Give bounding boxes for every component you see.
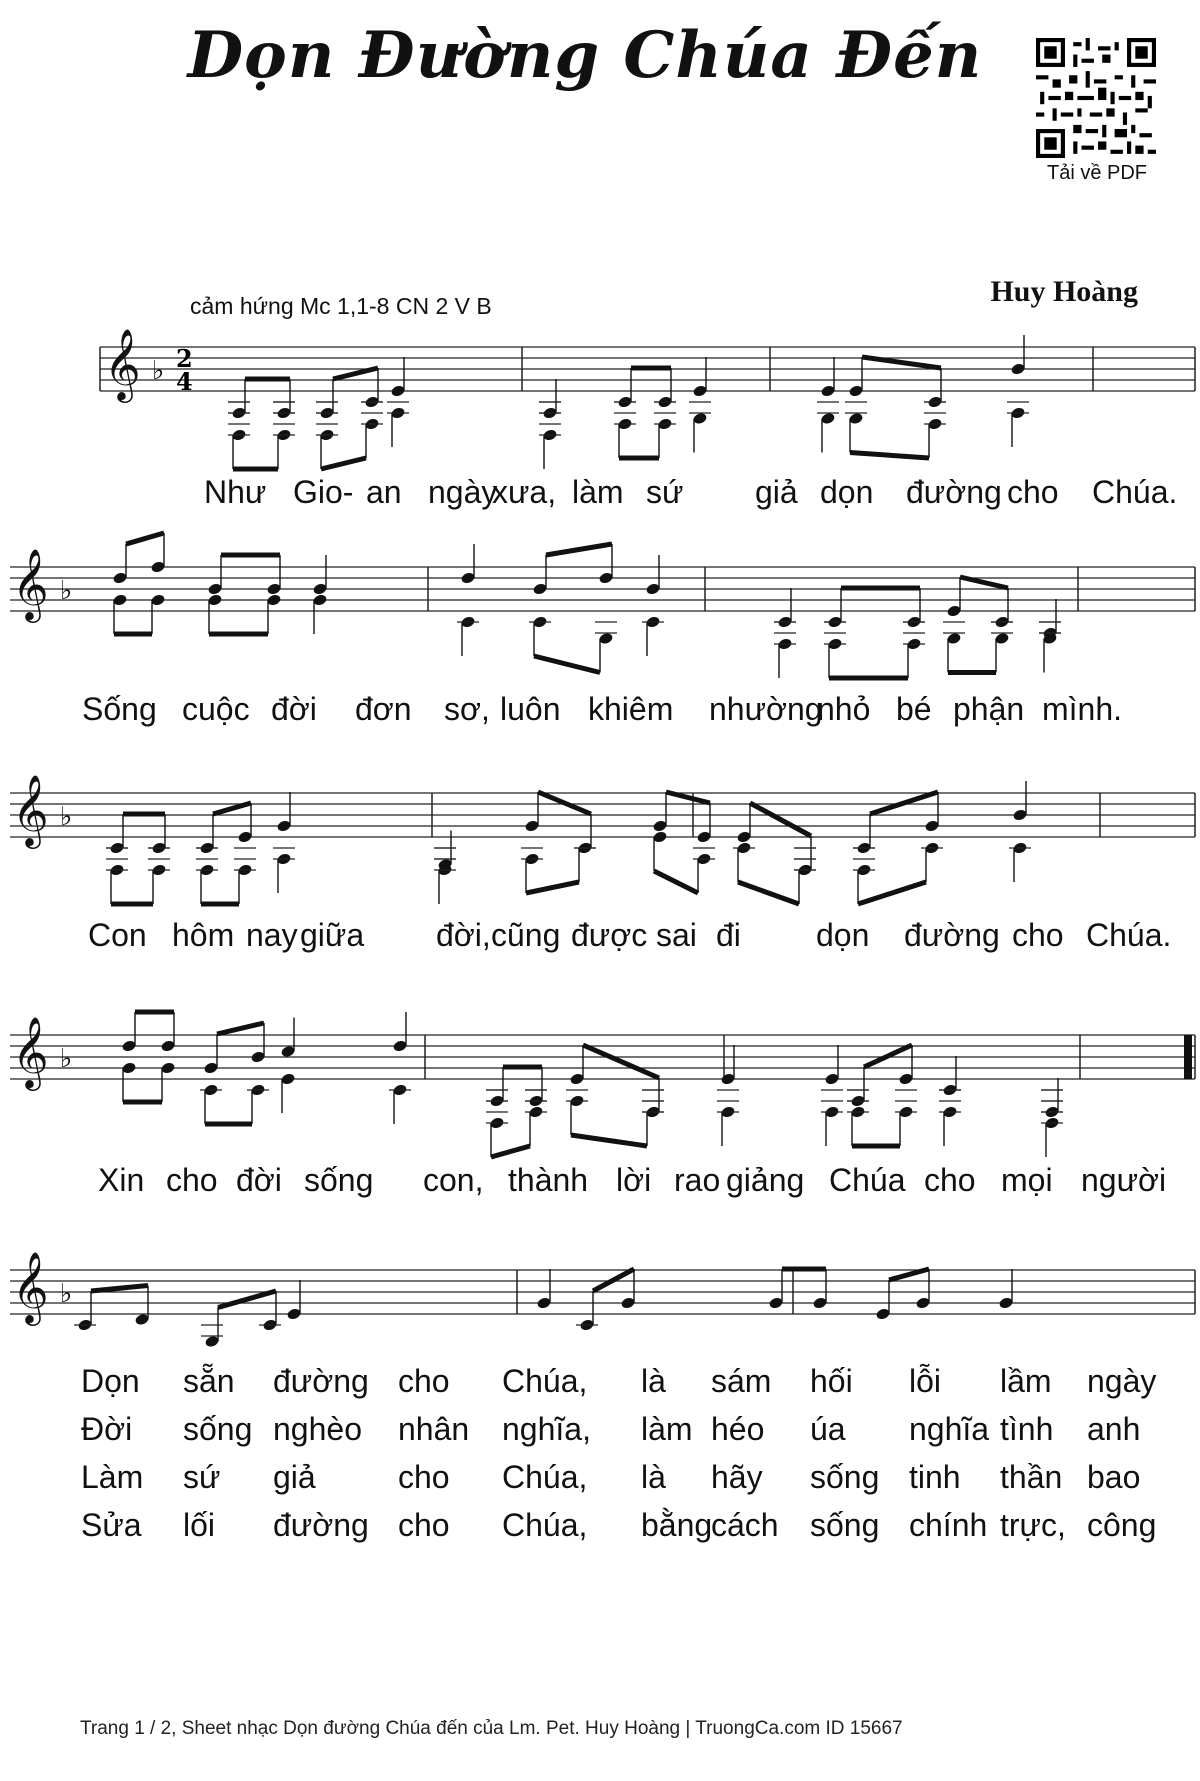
lyric-syllable: công bbox=[1087, 1507, 1157, 1543]
lyric-syllable: đời bbox=[236, 1162, 282, 1198]
lyric-syllable: xưa, bbox=[492, 474, 557, 510]
lyric-syllable: ngày bbox=[1087, 1363, 1157, 1399]
lyric-syllable: khiêm bbox=[588, 691, 674, 727]
lyric-syllable: cho bbox=[166, 1162, 218, 1198]
time-signature-top: 2 bbox=[176, 344, 193, 373]
lyric-syllable: luôn bbox=[500, 691, 561, 727]
lyric-syllable: cho bbox=[924, 1162, 976, 1198]
note-beam bbox=[546, 544, 612, 555]
lyric-syllable: cũng bbox=[491, 917, 561, 953]
lyric-syllable: Như bbox=[204, 474, 267, 510]
lyric-syllable: héo bbox=[711, 1411, 765, 1447]
lyric-syllable: cho bbox=[398, 1363, 450, 1399]
lyric-syllable: Sống bbox=[82, 691, 157, 727]
lyric-syllable: được bbox=[571, 917, 648, 953]
lyric-syllable: úa bbox=[810, 1411, 846, 1447]
lyric-syllable: sẵn bbox=[183, 1363, 235, 1399]
lyric-syllable: mọi bbox=[1001, 1162, 1053, 1198]
lyric-syllable: giữa bbox=[300, 917, 365, 953]
lyric-syllable: giảng bbox=[726, 1162, 805, 1198]
lyric-syllable: sống bbox=[810, 1507, 880, 1543]
lyric-syllable: lỗi bbox=[909, 1363, 942, 1399]
staff-system-4 bbox=[10, 1012, 1195, 1198]
lyric-syllable: phận bbox=[953, 691, 1025, 727]
lyric-syllable: cho bbox=[398, 1507, 450, 1543]
lyric-syllable: cuộc bbox=[182, 691, 250, 727]
staff-system-3 bbox=[10, 773, 1195, 953]
lyric-syllable: làm bbox=[641, 1411, 693, 1447]
lyric-syllable: nghèo bbox=[273, 1411, 362, 1447]
treble-clef: 𝄞 bbox=[12, 773, 49, 846]
lyric-syllable: trực, bbox=[1000, 1507, 1066, 1543]
lyric-syllable: là bbox=[641, 1363, 666, 1399]
lyric-syllable: ngày bbox=[428, 474, 498, 510]
lyric-syllable: sai bbox=[656, 917, 697, 953]
lyric-syllable: rao bbox=[674, 1162, 721, 1198]
lyric-syllable: mình. bbox=[1042, 691, 1123, 727]
note-beam bbox=[571, 1135, 647, 1146]
note-beam bbox=[850, 453, 929, 459]
lyric-syllable: Chúa, bbox=[502, 1507, 588, 1543]
lyric-syllable: tình bbox=[1000, 1411, 1054, 1447]
lyric-syllable: dọn bbox=[816, 917, 870, 953]
lyric-syllable: Con bbox=[88, 917, 147, 953]
treble-clef: 𝄞 bbox=[12, 1250, 49, 1323]
treble-clef: 𝄞 bbox=[12, 547, 49, 620]
lyric-syllable: dọn bbox=[820, 474, 874, 510]
note-beam bbox=[870, 792, 938, 814]
lyric-syllable: Chúa, bbox=[502, 1363, 588, 1399]
flat-key-signature: ♭ bbox=[60, 1044, 73, 1075]
lyric-syllable: con, bbox=[423, 1162, 484, 1198]
time-signature-bottom: 4 bbox=[176, 367, 193, 396]
lyric-syllable: cho bbox=[1007, 474, 1059, 510]
lyric-syllable: cách bbox=[711, 1507, 779, 1543]
lyric-syllable: đường bbox=[904, 917, 1000, 953]
lyric-syllable: Sửa bbox=[81, 1507, 142, 1543]
lyric-syllable: Chúa. bbox=[1092, 474, 1178, 510]
flat-key-signature: ♭ bbox=[60, 576, 73, 607]
download-pdf-label[interactable]: Tải về PDF bbox=[1046, 162, 1148, 184]
lyric-syllable: hối bbox=[810, 1363, 853, 1399]
lyric-syllable: sống bbox=[183, 1411, 253, 1447]
lyric-syllable: sơ, bbox=[444, 691, 490, 727]
lyric-syllable: Chúa. bbox=[1086, 917, 1172, 953]
song-title: Dọn Đường Chúa Đến bbox=[187, 18, 983, 93]
lyric-syllable: đi bbox=[716, 917, 741, 953]
note-beam bbox=[738, 882, 799, 904]
lyric-syllable: lời bbox=[616, 1162, 652, 1198]
lyric-syllable: Dọn bbox=[81, 1363, 140, 1399]
lyric-syllable: Chúa bbox=[829, 1162, 906, 1198]
lyric-syllable: giả bbox=[755, 474, 798, 510]
lyric-syllable: thành bbox=[508, 1162, 589, 1198]
composer-name: Huy Hoàng bbox=[990, 275, 1138, 308]
lyric-syllable: lầm bbox=[1000, 1363, 1052, 1399]
note-beam bbox=[321, 458, 366, 469]
treble-clef: 𝄞 bbox=[12, 1015, 49, 1088]
note-beam bbox=[217, 1023, 264, 1034]
inspiration-note: cảm hứng Mc 1,1-8 CN 2 V B bbox=[190, 293, 492, 319]
lyric-syllable: sống bbox=[304, 1162, 374, 1198]
lyric-syllable: bao bbox=[1087, 1459, 1141, 1495]
lyric-syllable: đơn bbox=[355, 691, 412, 727]
lyric-syllable: Chúa, bbox=[502, 1459, 588, 1495]
note-beam bbox=[534, 656, 600, 673]
flat-key-signature: ♭ bbox=[152, 356, 165, 387]
note-beam bbox=[538, 792, 591, 814]
lyric-syllable: là bbox=[641, 1459, 666, 1495]
lyric-syllable: đường bbox=[273, 1507, 369, 1543]
lyric-syllable: lối bbox=[183, 1507, 216, 1543]
lyric-syllable: giả bbox=[273, 1459, 316, 1495]
lyric-syllable: nghĩa, bbox=[502, 1411, 591, 1447]
note-beam bbox=[750, 803, 811, 836]
staff-system-5 bbox=[10, 1250, 1195, 1543]
lyric-syllable: sứ bbox=[646, 474, 684, 510]
final-barline bbox=[1184, 1035, 1192, 1079]
lyric-syllable: đời bbox=[271, 691, 317, 727]
note-beam bbox=[864, 1045, 912, 1067]
staff-system-1 bbox=[100, 327, 1195, 510]
lyric-syllable: nhỏ bbox=[817, 691, 871, 727]
lyric-syllable: đường bbox=[273, 1363, 369, 1399]
note-beam bbox=[858, 882, 926, 904]
lyric-syllable: bằng bbox=[641, 1507, 713, 1543]
staff-system-2 bbox=[10, 533, 1195, 727]
lyric-syllable: Xin bbox=[98, 1162, 145, 1198]
note-beam bbox=[654, 871, 698, 893]
lyric-syllable: làm bbox=[572, 474, 624, 510]
lyric-syllable: cho bbox=[398, 1459, 450, 1495]
lyric-syllable: bé bbox=[896, 691, 932, 727]
page-footer: Trang 1 / 2, Sheet nhạc Dọn đường Chúa đến của Lm. Pet. Huy Hoàng | TruongCa.com ID 15667 bbox=[80, 1718, 903, 1739]
treble-clef: 𝄞 bbox=[104, 327, 141, 400]
note-beam bbox=[91, 1286, 148, 1292]
flat-key-signature: ♭ bbox=[60, 1279, 73, 1310]
flat-key-signature: ♭ bbox=[60, 802, 73, 833]
lyric-syllable: Đời bbox=[81, 1411, 133, 1447]
lyric-syllable: Gio- bbox=[293, 474, 354, 510]
lyric-syllable: chính bbox=[909, 1507, 988, 1543]
lyric-syllable: nay bbox=[246, 917, 298, 953]
lyric-syllable: sám bbox=[711, 1363, 772, 1399]
note-beam bbox=[213, 803, 251, 814]
lyric-syllable: Làm bbox=[81, 1459, 144, 1495]
lyric-syllable: nhường bbox=[709, 691, 823, 727]
lyric-syllable: nhân bbox=[398, 1411, 470, 1447]
lyric-syllable: hôm bbox=[172, 917, 235, 953]
lyric-syllable: cho bbox=[1012, 917, 1064, 953]
lyric-syllable: người bbox=[1081, 1162, 1167, 1198]
lyric-syllable: đời, bbox=[436, 917, 491, 953]
note-beam bbox=[666, 792, 710, 803]
lyric-syllable: hãy bbox=[711, 1459, 763, 1495]
lyric-syllable: đường bbox=[906, 474, 1002, 510]
lyric-syllable: sứ bbox=[183, 1459, 221, 1495]
note-beam bbox=[593, 1269, 634, 1291]
lyric-syllable: nghĩa bbox=[909, 1411, 990, 1447]
lyric-syllable: an bbox=[366, 474, 402, 510]
note-beam bbox=[583, 1045, 659, 1078]
lyric-syllable: sống bbox=[810, 1459, 880, 1495]
lyric-syllable: thần bbox=[1000, 1459, 1063, 1495]
note-beam bbox=[491, 1146, 530, 1157]
lyric-syllable: tinh bbox=[909, 1459, 961, 1495]
lyric-syllable: anh bbox=[1087, 1411, 1141, 1447]
note-beam bbox=[526, 882, 579, 893]
note-beam bbox=[218, 1291, 276, 1308]
note-beam bbox=[960, 577, 1008, 588]
note-beam bbox=[126, 533, 164, 544]
